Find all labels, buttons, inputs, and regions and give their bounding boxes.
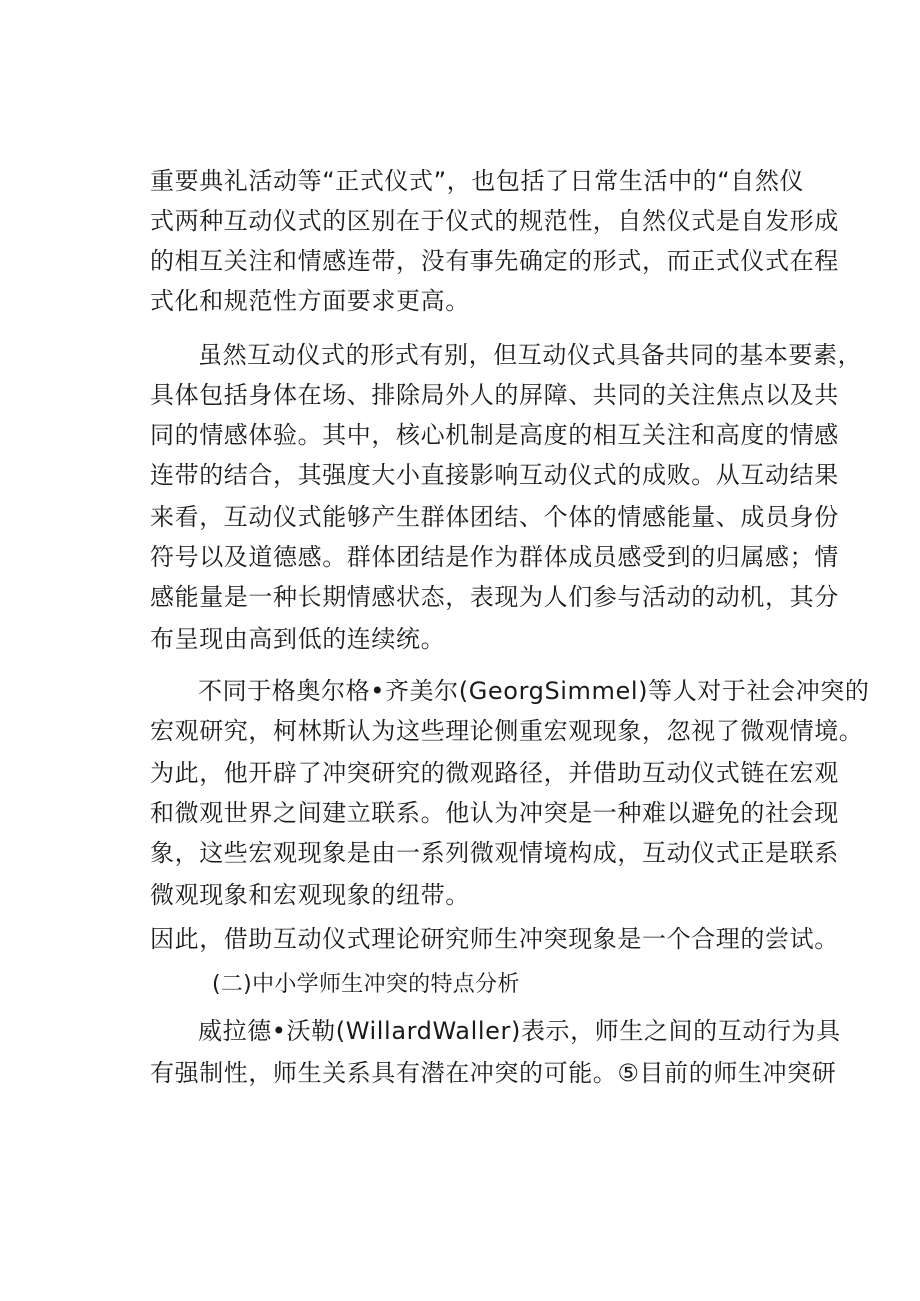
- text-line: 因此，借助互动仪式理论研究师生冲突现象是一个合理的尝试。: [150, 925, 839, 953]
- text-line: 为此，他开辟了冲突研究的微观路径，并借助互动仪式链在宏观: [150, 759, 839, 787]
- text-line: 式两种互动仪式的区别在于仪式的规范性，自然仪式是自发形成: [150, 207, 839, 235]
- text-line: 连带的结合，其强度大小直接影响互动仪式的成败。从互动结果: [150, 461, 839, 489]
- text-line: 有强制性，师生关系具有潜在冲突的可能。⑤目前的师生冲突研: [150, 1059, 837, 1087]
- section-heading: (二)中小学师生冲突的特点分析: [212, 972, 520, 997]
- text-line: 来看，互动仪式能够产生群体团结、个体的情感能量、成员身份: [150, 503, 839, 531]
- paragraph-first-line: 不同于格奥尔格•齐美尔(GeorgSimmel)等人对于社会冲突的: [198, 677, 870, 705]
- text-line: 重要典礼活动等“正式仪式”，也包括了日常生活中的“自然仪: [150, 167, 805, 195]
- text-line: 同的情感体验。其中，核心机制是高度的相互关注和高度的情感: [150, 421, 839, 449]
- text-line: 微观现象和宏观现象的纽带。: [150, 881, 470, 909]
- text-line: 具体包括身体在场、排除局外人的屏障、共同的关注焦点以及共: [150, 381, 839, 409]
- text-line: 式化和规范性方面要求更高。: [150, 287, 470, 315]
- text-line: 象，这些宏观现象是由一系列微观情境构成，互动仪式正是联系: [150, 839, 839, 867]
- text-line: 宏观研究，柯林斯认为这些理论侧重宏观现象，忽视了微观情境。: [150, 717, 864, 745]
- text-line: 符号以及道德感。群体团结是作为群体成员感受到的归属感；情: [150, 543, 839, 571]
- paragraph-first-line: 虽然互动仪式的形式有别，但互动仪式具备共同的基本要素，: [198, 341, 863, 369]
- text-line: 和微观世界之间建立联系。他认为冲突是一种难以避免的社会现: [150, 799, 839, 827]
- text-line: 感能量是一种长期情感状态，表现为人们参与活动的动机，其分: [150, 583, 839, 611]
- text-line: 布呈现由高到低的连续统。: [150, 625, 446, 653]
- paragraph-first-line: 威拉德•沃勒(WillardWaller)表示，师生之间的互动行为具: [198, 1017, 841, 1045]
- text-line: 的相互关注和情感连带，没有事先确定的形式，而正式仪式在程: [150, 247, 839, 275]
